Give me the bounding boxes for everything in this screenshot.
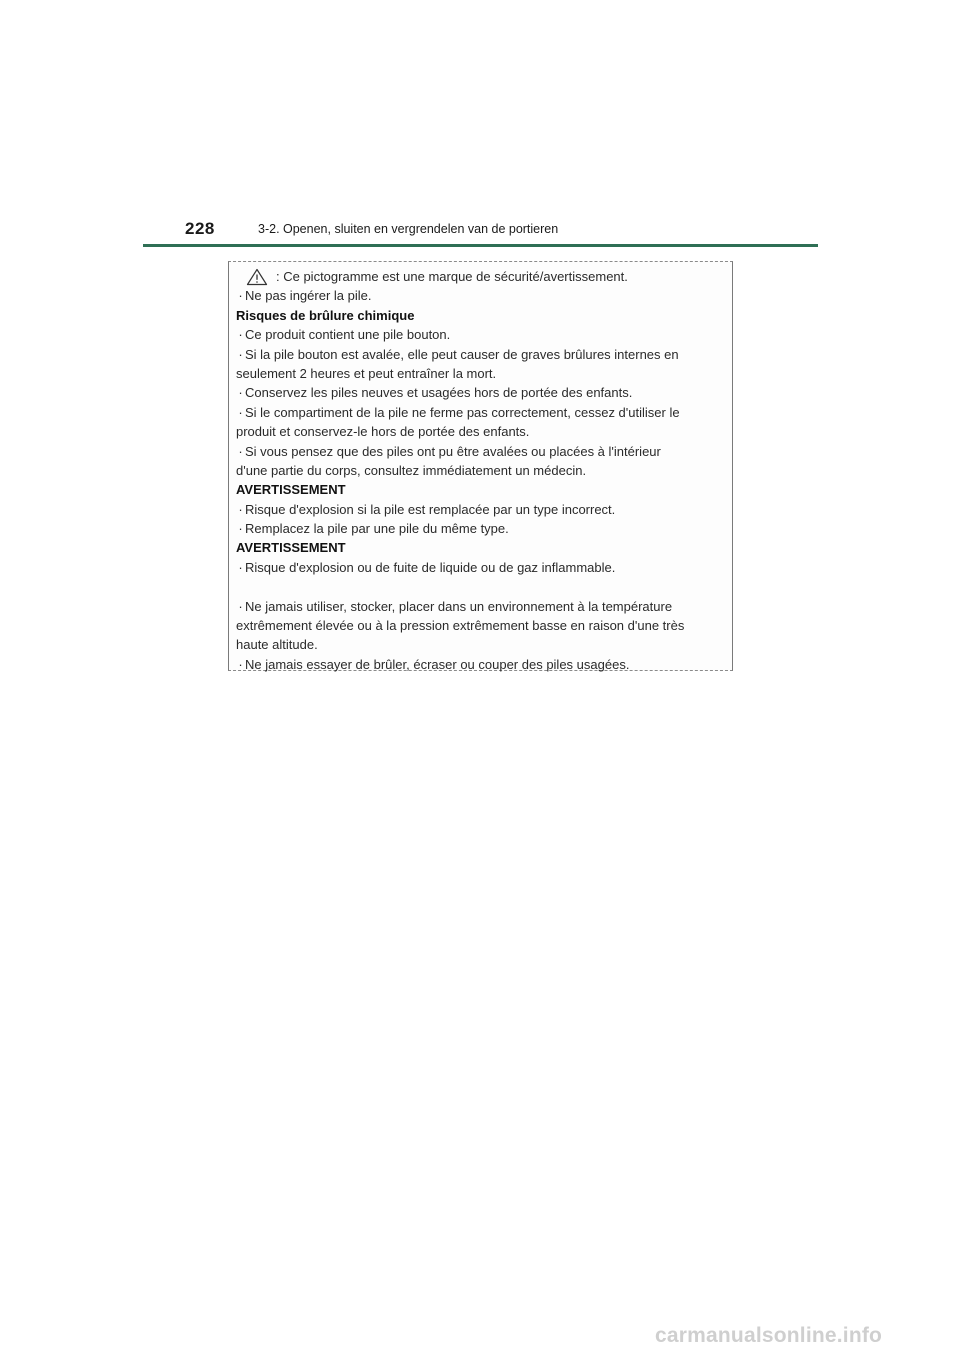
label-line-text: Risque d'explosion si la pile est remplacée par un type incorrect. bbox=[245, 501, 616, 517]
label-line bbox=[236, 442, 726, 461]
label-line bbox=[236, 345, 726, 364]
label-line-text: AVERTISSEMENT bbox=[236, 482, 346, 498]
label-line-text: d'une partie du corps, consultez immédiatement un médecin. bbox=[236, 462, 587, 478]
label-line-text: seulement 2 heures et peut entraîner la mort. bbox=[236, 365, 497, 381]
label-line bbox=[236, 480, 726, 499]
header-rule bbox=[143, 244, 818, 247]
warning-triangle-icon bbox=[246, 268, 268, 286]
label-line bbox=[236, 538, 726, 557]
label-line bbox=[236, 597, 726, 616]
label-line-text: Ne pas ingérer la pile. bbox=[245, 288, 372, 304]
label-line bbox=[236, 635, 726, 654]
bullet-dot: · bbox=[238, 288, 243, 304]
label-line bbox=[236, 500, 726, 519]
battery-warning-label bbox=[228, 261, 733, 671]
bullet-dot: · bbox=[238, 656, 243, 672]
label-line-text: Risques de brûlure chimique bbox=[236, 307, 415, 323]
label-line-text: Si la pile bouton est avalée, elle peut causer de graves brûlures internes en bbox=[245, 346, 679, 362]
label-line-text: haute altitude. bbox=[236, 637, 318, 653]
bullet-dot: · bbox=[238, 385, 243, 401]
label-line bbox=[236, 422, 726, 441]
label-line-text: Ne jamais utiliser, stocker, placer dans un environnement à la température bbox=[245, 598, 673, 614]
label-line bbox=[236, 616, 726, 635]
bullet-dot: · bbox=[238, 598, 243, 614]
bullet-dot: · bbox=[238, 346, 243, 362]
label-line-text: Remplacez la pile par une pile du même type. bbox=[245, 521, 509, 537]
section-title: 3-2. Openen, sluiten en vergrendelen van de portieren bbox=[258, 222, 559, 236]
watermark: carmanualsonline.info bbox=[655, 1324, 883, 1347]
label-line bbox=[236, 364, 726, 383]
label-spacer bbox=[236, 577, 726, 596]
bullet-dot: · bbox=[238, 521, 243, 537]
label-line-text: AVERTISSEMENT bbox=[236, 540, 346, 556]
label-line-text: Ne jamais essayer de brûler, écraser ou couper des piles usagées. bbox=[245, 656, 630, 672]
label-line bbox=[236, 325, 726, 344]
label-content bbox=[236, 267, 726, 674]
label-line-text: Ce produit contient une pile bouton. bbox=[245, 327, 451, 343]
bullet-dot: · bbox=[238, 443, 243, 459]
bullet-dot: · bbox=[238, 501, 243, 517]
label-lines bbox=[236, 286, 726, 674]
label-line-text: extrêmement élevée ou à la pression extrêmement basse en raison d'une très bbox=[236, 618, 685, 634]
label-line-text: Si le compartiment de la pile ne ferme pas correctement, cessez d'utiliser le bbox=[245, 404, 680, 420]
label-line-text: produit et conservez-le hors de portée des enfants. bbox=[236, 424, 530, 440]
label-line bbox=[236, 306, 726, 325]
label-line bbox=[236, 383, 726, 402]
label-intro-text: : Ce pictogramme est une marque de sécurité/avertissement. bbox=[276, 269, 628, 284]
bullet-dot: · bbox=[238, 404, 243, 420]
label-line bbox=[236, 403, 726, 422]
label-line bbox=[236, 519, 726, 538]
label-line-text: Si vous pensez que des piles ont pu être avalées ou placées à l'intérieur bbox=[245, 443, 661, 459]
label-line bbox=[236, 558, 726, 577]
label-line-text: Risque d'explosion ou de fuite de liquide ou de gaz inflammable. bbox=[245, 559, 616, 575]
label-line-text: Conservez les piles neuves et usagées hors de portée des enfants. bbox=[245, 385, 633, 401]
bullet-dot: · bbox=[238, 327, 243, 343]
bullet-dot: · bbox=[238, 559, 243, 575]
label-line bbox=[236, 461, 726, 480]
page-number: 228 bbox=[185, 219, 215, 238]
label-line bbox=[236, 655, 726, 674]
label-line bbox=[236, 286, 726, 305]
label-intro-line bbox=[236, 267, 726, 286]
